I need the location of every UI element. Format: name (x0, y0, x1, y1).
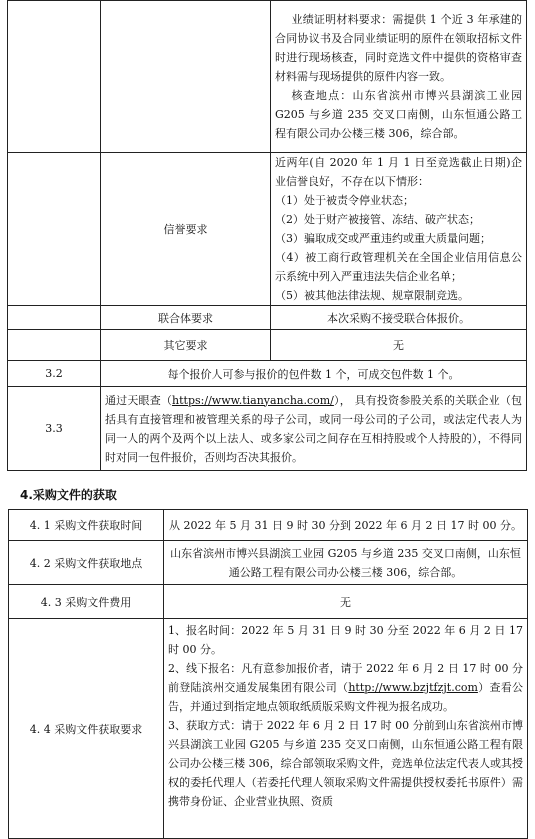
other-row (8, 330, 527, 361)
credit-intro: 近两年(自 2020 年 1 月 1 日至竞选截止日期)企业信誉良好，不存在以下情形： (275, 156, 522, 188)
acquisition-requirements-cell (164, 619, 528, 839)
performance-row (8, 1, 527, 153)
acquisition-place-value: 山东省滨州市博兴县湖滨工业园 G205 与乡道 235 交叉口南侧，山东恒通公路工程有限公司办公楼三楼 306，综合部。 (164, 541, 528, 585)
blank-label-cell (101, 1, 271, 153)
inspection-location-text: 核查地点：山东省滨州市博兴县湖滨工业园 G205 与乡道 235 交叉口南侧，山东恒通公路工程有限公司办公楼三楼 306，综合部。 (275, 89, 522, 140)
other-value: 无 (271, 330, 527, 361)
tianyancha-link[interactable]: https://www.tianyancha.com/ (172, 393, 334, 407)
credit-item: （5）被其他法律法规、规章限制竞选。 (275, 289, 469, 302)
row-3-2 (8, 361, 527, 387)
requirement-paragraph: 1、报名时间：2022 年 5 月 31 日 9 时 30 分至 2022 年 6 月 2 日 17 时 00 分。 (168, 624, 523, 656)
req-p2-post: ）查看公告，并通过到指定地点领取纸质版采购文件视为报名成功。 (168, 681, 523, 713)
bzjtfzjt-link[interactable]: http://www.bzjtfzjt.com (348, 681, 478, 694)
acquisition-place-label: 4. 2 采购文件获取地点 (9, 541, 164, 585)
file-fee-label: 4. 3 采购文件费用 (9, 585, 164, 619)
consortium-row (8, 306, 527, 330)
acquisition-time-value: 从 2022 年 5 月 31 日 9 时 30 分到 2022 年 6 月 2 日 17 时 00 分。 (164, 510, 528, 541)
row-3-2-number: 3.2 (8, 361, 101, 387)
row-3-3 (8, 387, 527, 471)
acquisition-requirements-row (9, 619, 528, 839)
other-label: 其它要求 (101, 330, 271, 361)
acquisition-time-label: 4. 1 采购文件获取时间 (9, 510, 164, 541)
credit-item: （3）骗取成交或严重违约或重大质量问题； (275, 232, 491, 245)
row-3-3-post: ）， 具有投资参股关系的关联企业（包括具有直接管理和被管理关系的母子公司，或同一母公司的子公司，或法定代表人为同一人的两个及两个以上法人、或多家公司之间存在互相持股或个人持股的），不得同时对同一包件报价，否则均否决其报价。 (105, 393, 522, 464)
blank-number-cell (8, 306, 101, 330)
performance-requirement-cell (271, 1, 527, 153)
file-fee-row (9, 585, 528, 619)
perf-cert-text: 业绩证明材料要求：需提供 1 个近 3 年承建的合同协议书及合同业绩证明的原件在领取招标文件时进行现场核查，同时竞选文件中提供的资格审查材料需与现场提供的原件内容一致。 (275, 13, 522, 83)
acquisition-requirements-label: 4. 4 采购文件获取要求 (9, 619, 164, 839)
credit-item: （2）处于财产被接管、冻结、破产状态； (275, 213, 480, 226)
acquisition-time-row (9, 510, 528, 541)
acquisition-place-row (9, 541, 528, 585)
credit-row (8, 153, 527, 306)
blank-number-cell (8, 153, 101, 306)
blank-number-cell (8, 330, 101, 361)
credit-item: （4）被工商行政管理机关在全国企业信用信息公示系统中列入严重违法失信企业名单； (275, 251, 522, 283)
consortium-label: 联合体要求 (101, 306, 271, 330)
consortium-value: 本次采购不接受联合体报价。 (271, 306, 527, 330)
req-p2-pre: 2、线下报名：凡有意参加报价者，请于 2022 年 6 月 2 日 17 时 00 分前登陆滨州交通发展集团有限公司（ (168, 662, 523, 694)
file-fee-value: 无 (164, 585, 528, 619)
credit-requirement-cell (271, 153, 527, 306)
blank-number-cell (8, 1, 101, 153)
row-3-3-pre: 通过天眼查（ (105, 393, 173, 407)
section-4-heading: 4.采购文件的获取 (20, 488, 117, 502)
procurement-file-table (8, 509, 528, 839)
row-3-3-number: 3.3 (8, 387, 101, 471)
row-3-2-text: 每个报价人可参与报价的包件数 1 个，可成交包件数 1 个。 (101, 361, 527, 387)
requirement-paragraph: 3、获取方式：请于 2022 年 6 月 2 日 17 时 00 分前到山东省滨州市博兴县湖滨工业园 G205 与乡道 235 交叉口南侧，山东恒通公路工程有限公司办公楼三楼 306，综合部领取采购文件，竞选单位法定代表人或其授权的委托代理人（若委托代理人领取采购文件需提供授权委托书原件）需携带身份证、企业营业执照、资质 (168, 719, 523, 808)
row-3-3-text (101, 387, 527, 471)
credit-item: （1）处于被责令停业状态； (275, 194, 414, 207)
qualification-table (7, 0, 527, 471)
requirement-paragraph (168, 659, 523, 716)
credit-label: 信誉要求 (101, 153, 271, 306)
